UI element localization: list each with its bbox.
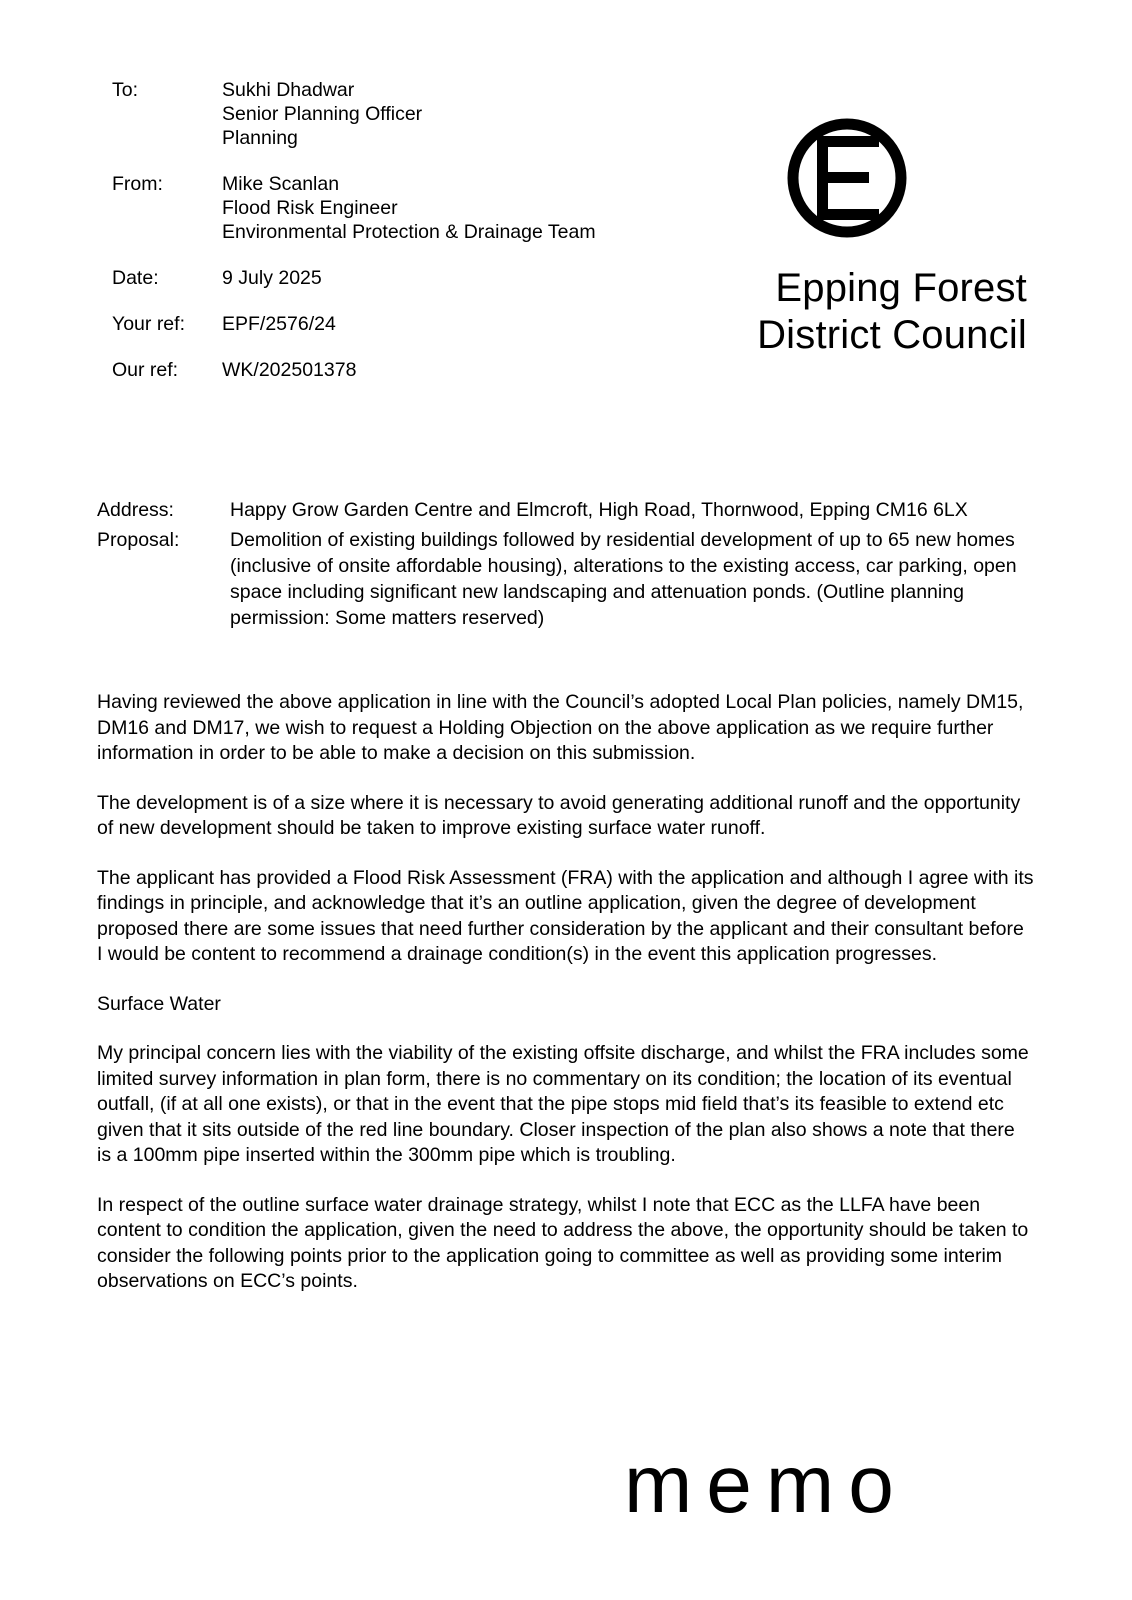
memo-row-to (112, 78, 672, 150)
memo-header (112, 78, 672, 404)
memo-row-your-ref (112, 312, 672, 336)
memo-value-date (222, 266, 322, 290)
proposal-value: Demolition of existing buildings followed by residential development of up to 65 new homes (inclusive of onsite affordable housing), alterations to the existing access, car parking, open space including significant new landscaping and attenuation ponds. (Outline planning permission: Some matters reserved) (230, 529, 1017, 629)
memo-value-our-ref (222, 358, 356, 382)
memo-value-from-line-1: Mike Scanlan (222, 173, 340, 195)
memo-label-our-ref: Our ref: (112, 359, 179, 381)
memo-label-your-ref: Your ref: (112, 313, 185, 335)
body-paragraph-1: Having reviewed the above application in line with the Council’s adopted Local Plan policies, namely DM15, DM16 and DM17, we wish to request a Holding Objection on the above application as we require further information in order to be able to make a decision on this submission. (97, 691, 1024, 764)
memo-row-date (112, 266, 672, 290)
body-paragraph-4: My principal concern lies with the viability of the existing offsite discharge, and whilst the FRA includes some limited survey information in plan form, there is no commentary on its condition; the location of its eventual outfall, (if at all one exists), or that in the event that the pipe stops mid field that’s its feasible to extend etc given that it sits outside of the red line boundary. Closer inspection of the plan also shows a note that there is a 100mm pipe inserted within the 300mm pipe which is troubling. (97, 1042, 1029, 1166)
section-heading-surface-water: Surface Water (97, 992, 221, 1015)
memo-value-from-line-2: Flood Risk Engineer (222, 197, 398, 219)
memo-value-to-line-2: Senior Planning Officer (222, 103, 423, 125)
memo-value-our-ref-line-1: WK/202501378 (222, 359, 357, 381)
proposal-label: Proposal: (97, 529, 180, 551)
council-name-line-2: District Council (757, 313, 1027, 357)
memo-value-to (222, 78, 422, 150)
memo-value-your-ref-line-1: EPF/2576/24 (222, 313, 336, 335)
council-name-line-1: Epping Forest (775, 266, 1027, 310)
memo-value-to-line-1: Sukhi Dhadwar (222, 79, 355, 101)
body-paragraph-3: The applicant has provided a Flood Risk Assessment (FRA) with the application and although I agree with its findings in principle, and acknowledge that it’s an outline application, given the degree of development proposed there are some issues that need further consideration by the applicant and their consultant before I would be content to recommend a drainage condition(s) in the event this application progresses. (97, 866, 1034, 965)
memo-row-from (112, 172, 672, 244)
memo-value-from-line-3: Environmental Protection & Drainage Team (222, 221, 596, 243)
detail-row-proposal (97, 527, 1032, 631)
memo-label-date: Date: (112, 267, 159, 289)
memo-value-date-line-1: 9 July 2025 (222, 267, 322, 289)
detail-row-address (97, 497, 1032, 523)
memo-label-to: To: (112, 79, 139, 101)
council-name (667, 265, 1027, 359)
memo-value-from (222, 172, 596, 244)
body-paragraph-2: The development is of a size where it is necessary to avoid generating additional runoff and the opportunity of new development should be taken to improve existing surface water runoff. (97, 791, 1021, 839)
memo-label-from: From: (112, 173, 163, 195)
application-details (97, 497, 1032, 635)
council-logo (667, 110, 1027, 245)
memo-value-your-ref (222, 312, 336, 336)
brand-block (667, 110, 1027, 359)
memo-row-our-ref (112, 358, 672, 382)
memo-wordmark: memo (624, 1439, 908, 1530)
address-value: Happy Grow Garden Centre and Elmcroft, High Road, Thornwood, Epping CM16 6LX (230, 499, 968, 521)
address-label: Address: (97, 499, 174, 521)
memo-value-to-line-3: Planning (222, 127, 298, 149)
memo-body (97, 690, 1034, 1319)
body-paragraph-5: In respect of the outline surface water drainage strategy, whilst I note that ECC as the LLFA have been content to condition the application, given the need to address the above, the opportunity should be taken to consider the following points prior to the application going to committee as well as providing some interim observations on ECC’s points. (97, 1193, 1029, 1292)
